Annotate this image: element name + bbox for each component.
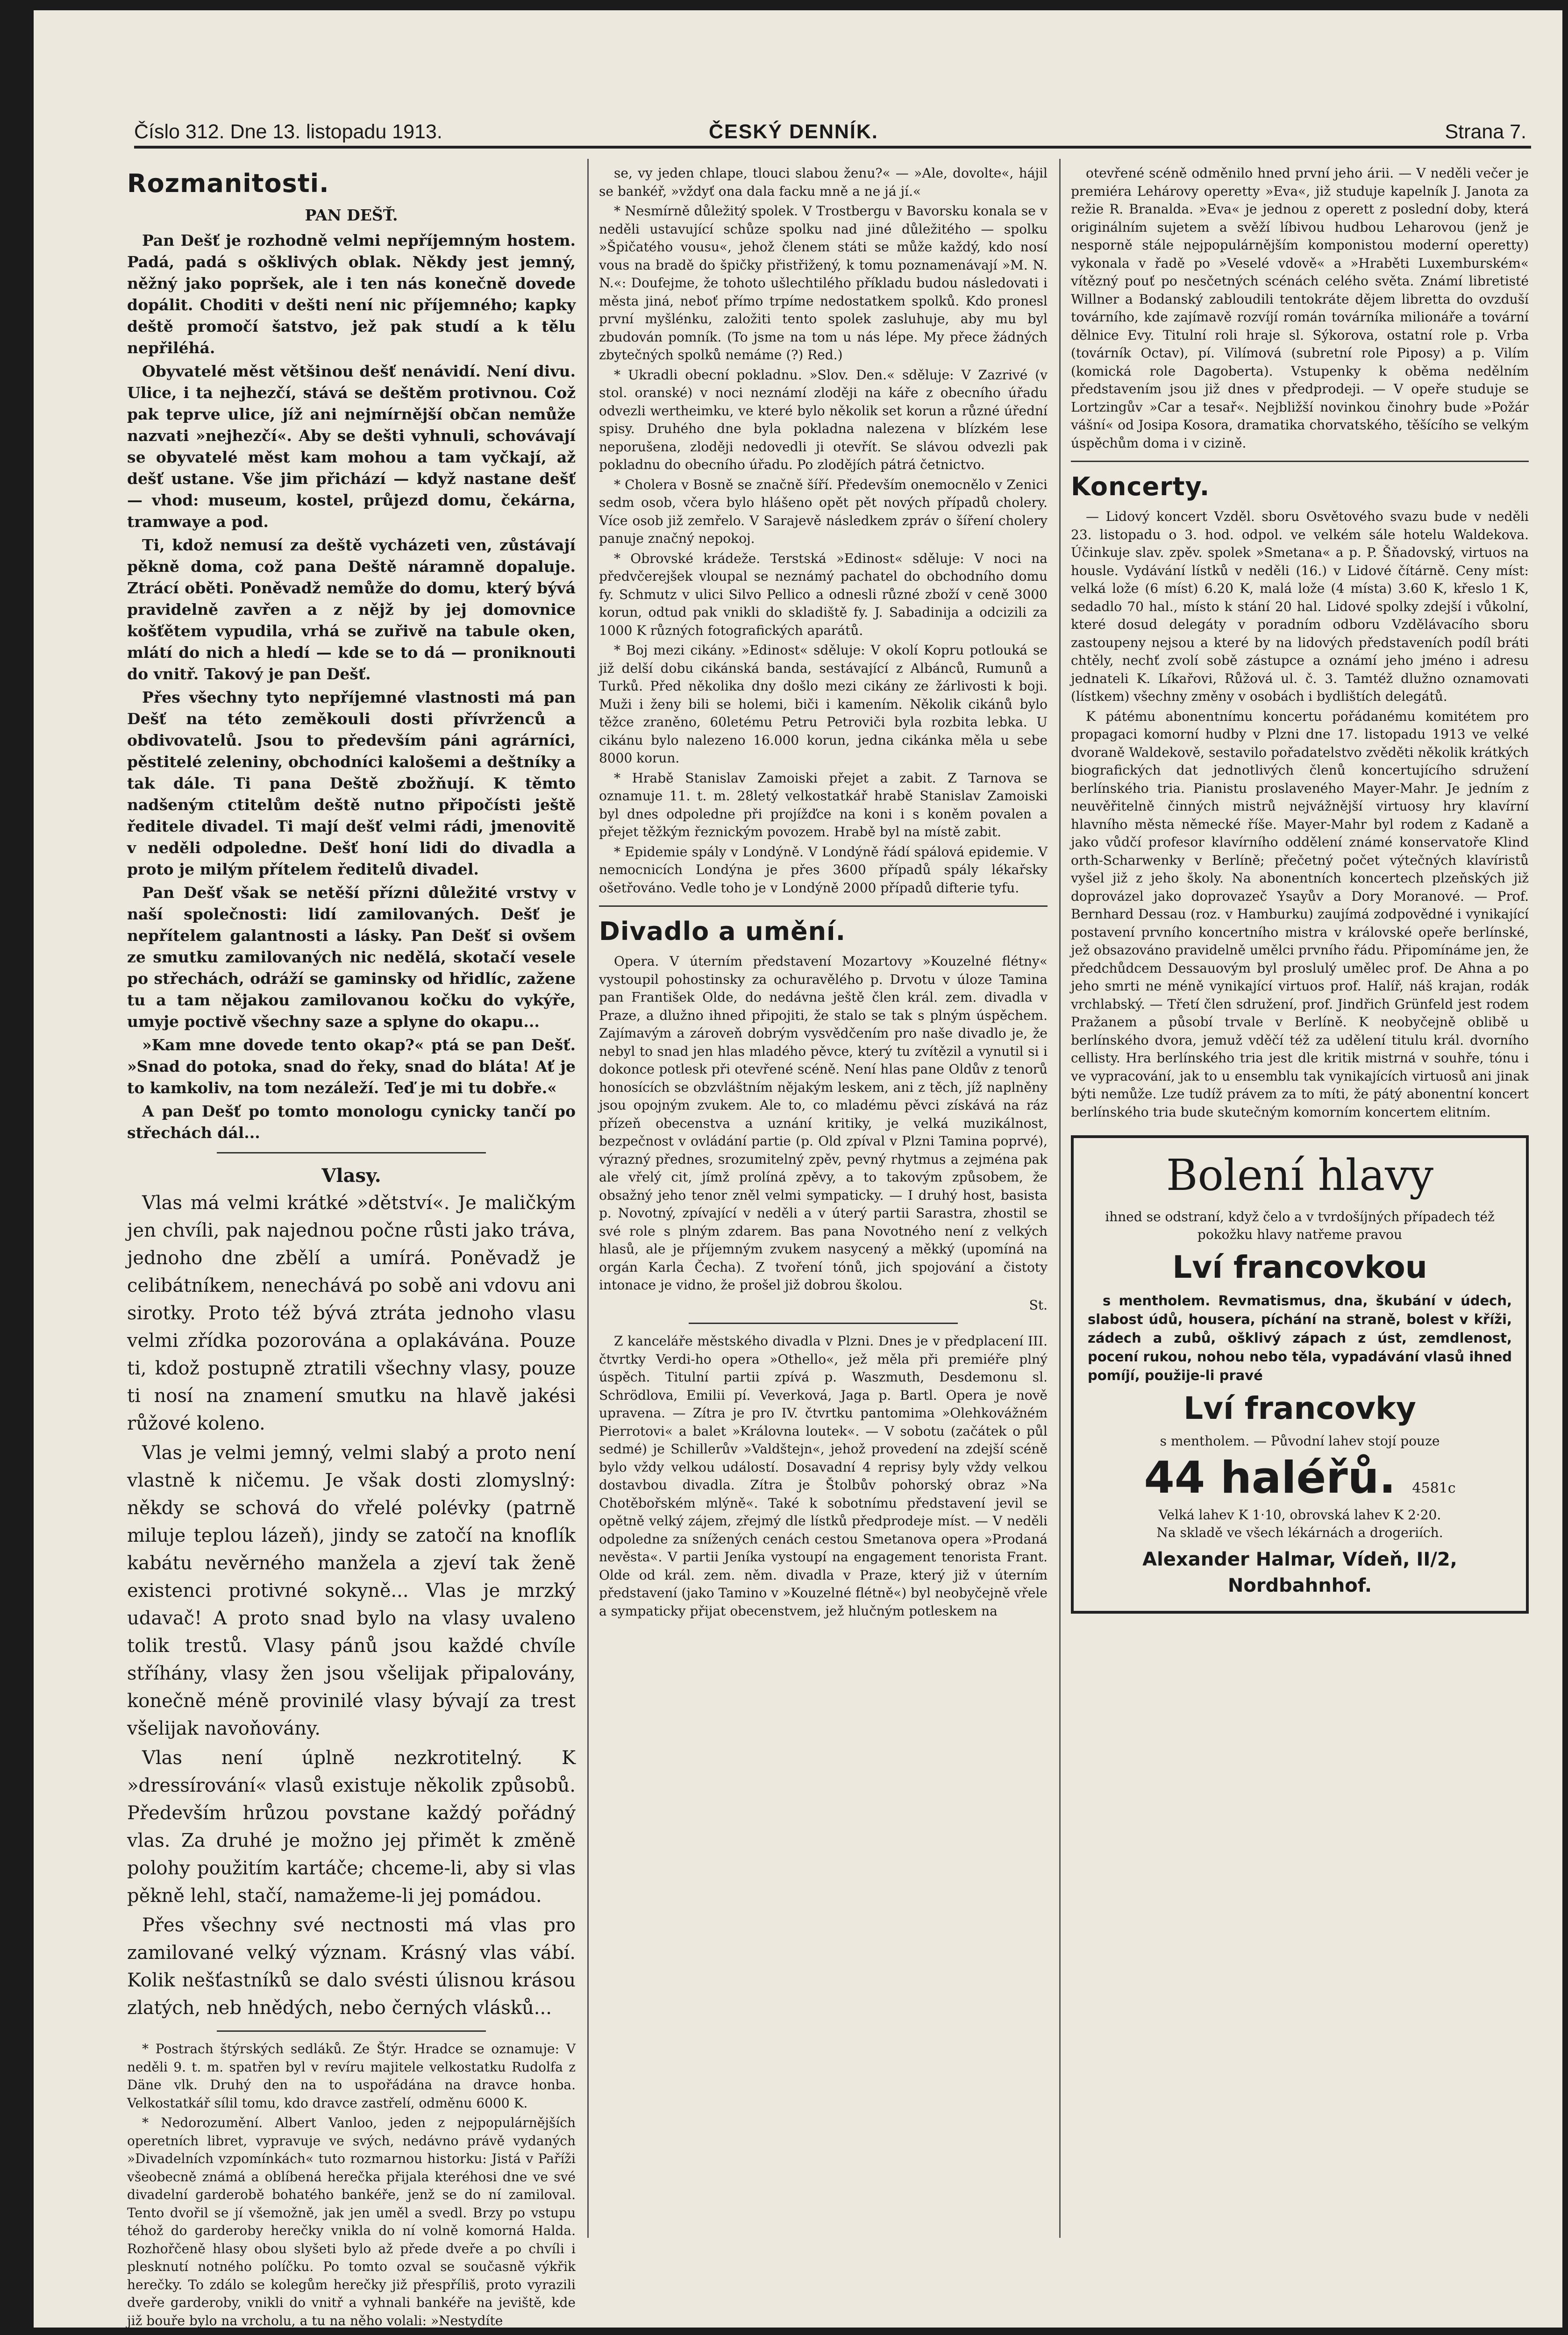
paragraph: Z kanceláře městského divadla v Plzni. Dnes je v předplacení III. čtvrtky Verdi-ho opera »Othello«, jež měla při premiéře plný úspěch. Titulní partii zpívá p. Waszmuth, Desdemonu sl. Schrödlova, Emilii pí. Veverková, Jaga p. Bartl. Opera je nově upravena. — Zítra je pro IV. čtvrtku pantomima »Olehkovážném Pierrotovi« a balet »Královna loutek«. — V sobotu (začátek o půl sedmé) je Schillerův »Valdštejn«, jehož provedení na zdejší scéně bylo vždy velkou událostí. Dosavadní 4 reprisy byly vždy velkou dostavbou divadla. Zítra je Štolbův pohorský obraz »Na Chotěbořském mlýně«. Také k sobotnímu představení jevil se opětně velký zájem, zřejmý dle lístků předprodeje míst. — V neděli odpoledne za snížených cenách cestou Smetanova opera »Prodaná nevěsta«. V partii Jeníka vystoupí na engagement tenorista Frant. Olde od král. zem. něm. divadla v Praze, který již v úterním představení (jako Tamino v »Kouzelné flétně«) byl neobyčejně vřele a sympaticky přijat obecenstvem, jež hlučným potleskem na <box>599 1333 1048 1619</box>
ad-text: ihned se odstraní, když čelo a v tvrdošíjných případech též pokožku hlavy natřeme pravou <box>1105 1209 1495 1242</box>
paragraph: Opera. V úterním představení Mozartovy »Kouzelné flétny« vystoupil pohostinsky za ochuravělého p. Drvotu v úloze Tamina pan František Olde, do nedávna ještě člen král. zem. divadla v Praze, a dlužno ihned připojiti, že stalo se tak s plným úspěchem. Zajímavým a zároveň dobrým vysvědčením pro naše divadlo je, že nebyl to snad jen hlas mladého pěvce, který tu zvítězil a vynutil si i dokonce potlesk při otevřené scéně. Není hlas pane Oldův z tenorů honosících se obzvláštním nějakým leskem, ani z těch, jíž naplněny jsou opojným zvukem. Ale to, co mladému pěvci získává na ráz přízeň obecenstva a uznání kritiky, je velká muzikálnost, bezpečnost v ovládání partie (p. Old zpíval v Plzni Tamina poprvé), výrazný přednes, srozumitelný zpěv, pevný rhytmus a zejména pak ale vřelý cit, jímž prolíná zpěvy, a to takovým způsobem, že obsažný jeho tenor zněl velmi sympaticky. — I druhý host, basista p. Novotný, zpívající v neděli a v úterý partii Sarastra, zhostil se své role s plným zdarem. Bas pana Novotného není z velkých hlasů, ale je příjemným zvukem nasycený a měkký (upomíná na orgán Karla Čecha). Z tvoření tónů, jich spojování a čistoty intonace je vidno, že prošel již dobrou školou. <box>599 954 1048 1293</box>
news-item: * Ukradli obecní pokladnu. »Slov. Den.« sděluje: V Zazrivé (v stol. oranské) v noci neznámí zloději na káře z obecního úřadu odvezli wertheimku, ve které bylo několik set korun a různé úřední spisy. Druhého dne byla pokladna nalezena v blízkém lese neporušena, zloději nedovedli ji otevřít. Se slávou odvezli pak pokladnu do obecního úřadu. Po zlodějích pátrá četnictvo. <box>599 367 1048 472</box>
column-1 <box>127 164 576 2328</box>
news-item: * Cholera v Bosně se značně šíří. Především onemocnělo v Zenici sedm osob, včera bylo hlášeno opět pět nových případů cholery. Více osob již zemřelo. V Sarajevě následkem zpráv o šíření cholery panuje značný nepokoj. <box>599 477 1048 546</box>
column-rule <box>587 159 589 2238</box>
news-item: * Postrach štýrských sedláků. Ze Štýr. Hradce se oznamuje: V neděli 9. t. m. spatřen byl v revíru majitele velkostatku Rudolfa z Däne vlk. Druhý den na to uspořádána na dravce honba. Velkostatkář sílil tomu, kdo dravce zastřelí, odměnu 6000 K. <box>127 2041 576 2111</box>
paragraph: Přes všechny tyto nepříjemné vlastnosti má pan Dešť na této zeměkouli dosti přívrženců a obdivovatelů. Jsou to především páni agrárníci, pěstitelé zeleniny, obchodníci kalošemi a deštníky a tak dále. Ti pana Deště zbožňují. K těmto nadšeným ctitelům deště nutno připočísti ještě ředitele divadel. Ti mají dešť velmi rádi, jmenovitě v neděli odpoledne. Dešť honí lidi do divadla a proto je milým přítelem ředitelů divadel. <box>127 688 576 878</box>
paragraph: Pan Dešť je rozhodně velmi nepříjemným hostem. Padá, padá s ošklivých oblak. Někdy jest jemný, něžný jako popršek, ale i ten nás konečně dovede dopálit. Choditi v dešti není nic příjemného; kapky deště promočí šatstvo, jež pak studí a k tělu nepřiléhá. <box>127 231 576 357</box>
page-number: Strana 7. <box>1445 121 1526 143</box>
ad-brand: Lví francovky <box>1183 1390 1416 1426</box>
section-heading-koncerty: Koncerty. <box>1071 472 1210 501</box>
news-item: * Nedorozumění. Albert Vanloo, jeden z nejpopulárnějších operetních libret, vypravuje ve svých, nedávno právě vydaných »Divadelních vzpomínkách« tuto rozmarnou historku: Jistá v Paříži všeobecně známá a oblíbená herečka přijala kteréhosi dne ve své divadelní garderobě bohatého bankéře, jenž se do ní zamiloval. Tento dvořil se jí všemožně, jak jen uměl a svedl. Brzy po vstupu téhož do garderoby herečky vnikla do ní volně komorná Halda. Rozhořčeně hlasy obou slyšeti bylo až přede dveře a po chvíli i plesknutí notného políčku. Po tomto ozval se současně výkřik herečky. To zdálo se kolegům herečky již přespříliš, proto vyrazili dveře garderoby, vnikli do vnitř a vyhnali bankéře na jeviště, kde již bouře bylo na vrcholu, a tu na něho volali: »Nestydíte <box>127 2115 576 2328</box>
article-title-vlasy: Vlasy. <box>321 1165 381 1187</box>
ad-text: Velká lahev K 1·10, obrovská lahev K 2·20. <box>1158 1507 1441 1523</box>
paragraph: Vlas má velmi krátké »dětství«. Je maličkým jen chvíli, pak najednou počne růsti jako tráva, jednoho dne zbělí a umírá. Poněvadž je celibátníkem, nenechává po sobě ani vdovu ani sirotky. Proto též bývá ztráta jednoho vlasu velmi zřídka pozorována a oplakávána. Pouze ti, kdož postupně ztratili všechny vlasy, pouze ti nosí na znamení smutku na hlavě jakési růžové koleno. <box>127 1192 576 1434</box>
divider <box>217 2030 486 2032</box>
ad-code: 4581c <box>1412 1480 1456 1496</box>
ad-text: Na skladě ve všech lékárnách a drogeriích. <box>1156 1525 1443 1540</box>
ad-heading: Bolení hlavy <box>1166 1150 1434 1200</box>
newspaper-title: ČESKÝ DENNÍK. <box>709 121 878 143</box>
paragraph: A pan Dešť po tomto monologu cynicky tančí po střechách dál... <box>127 1102 576 1142</box>
divider <box>689 1323 958 1324</box>
issue-date: Číslo 312. Dne 13. listopadu 1913. <box>134 121 442 143</box>
paragraph: otevřené scéně odměnilo hned první jeho árii. — V neděli večer je premiéra Lehárovy operetty »Eva«, již studuje kapelník J. Janota za režie R. Branalda. »Eva« je jednou z operett z poslední doby, která originálním sujetem a svěží líbivou hudbou Leharovou (jenž je nesporně stále nejpopulárnějším komponistou moderní operetty) vykonala v řadě po »Veselé vdově« a »Hraběti Luxemburském« vítězný pouť po nesčetných scénách celého světa. Známí libretisté Willner a Bodanský zabloudili tentokráte dějem libretta do ovzduší továrního, kde zajímavě rozvíjí román továrníka milionáře a tovární dělnice Evy. Titulní roli hraje sl. Sýkorova, ostatní role p. Vrba (továrník Octav), pí. Vilímová (subretní role Piposy) a p. Vilím (komická role Dagoberta). Vstupenky k oběma nedělním představením jsou již dnes v předprodeji. — V opeře studuje se Lortzingův »Car a tesař«. Nejbližší novinkou činohry bude »Požár vášní« od Josipa Kosora, dramatika chorvatského, těšícího se velkým úspěchům doma i v cizině. <box>1071 165 1529 451</box>
paragraph: Pan Dešť však se netěší přízni důležité vrstvy v naší společnosti: lidí zamilovaných. Dešť je nepřítelem galantnosti a lásky. Pan Dešť si ovšem ze smutku zamilovaných nic nedělá, skotačí vesele po střechách, odráží se gaminsky od hřidlíc, zažene tu a tam nějakou zamilovanou kočku do vykýře, umyje poctivě všechny saze a splyne do okapu... <box>127 883 576 1031</box>
news-item: * Boj mezi cikány. »Edinost« sděluje: V okolí Kopru potlouká se již delší dobu cikánská banda, sestávající z Albánců, Rumunů a Turků. Před několika dny došlo mezi cikány ze žárlivosti k boji. Muži i ženy bili se holemi, biči i kamením. Několik cikánů bylo těžce zraněno, 60letému Petru Petroviči byla rozbita lebka. U cikánu bylo nalezeno 16.000 korun, jedna cikánka měla u sebe 8000 korun. <box>599 642 1048 766</box>
paragraph: — Lidový koncert Vzděl. sboru Osvětového svazu bude v neděli 23. listopadu o 3. hod. odpol. ve velkém sále hotelu Waldekova. Účinkuje slav. zpěv. spolek »Smetana« a p. P. Šňadovský, virtuos na housle. Vydávání lístků v neděli (16.) v Lidové čítárně. Ceny míst: velká lože (6 míst) 6.20 K, malá lože (4 místa) 3.60 K, křeslo 1 K, sedadlo 70 hal., místo k stání 20 hal. Lidové spolky zdejší i vůkolní, které dosud delegáty v poradním odboru Vzdělávacího sboru zastoupeny nejsou a které by na lidových představeních podíl bráti chtěly, nechť zvolí sobě zástupce a oznámí jeho jméno i adresu jednateli K. Líkařovi, Růžová ul. č. 3. Tamtéž dlužno oznamovati (lístkem) všechny změny v osobách i bydlištích delegátů. <box>1071 509 1529 704</box>
author-signature: St. <box>1029 1297 1048 1313</box>
paragraph: Obyvatelé měst většinou dešť nenávidí. Není divu. Ulice, i ta nejhezčí, stává se deštěm protivnou. Což pak teprve ulice, jíž ani nejmírnější občan nemůže nazvati »nejhezčí«. Aby se dešti vyhnuli, schovávají se obyvatelé měst kam mohou a tam vyčkají, až dešť ustane. Vše jim přichází — když nastane dešť — vhod: museum, kostel, průjezd domu, čekárna, tramwaye a pod. <box>127 362 576 531</box>
divider <box>217 1152 486 1153</box>
ad-description: s mentholem. Revmatismus, dna, škubání v údech, slabost údů, housera, píchání na straně, bolest v kříži, zádech a zubů, ošklivý zápach z úst, zemdlenost, pocení rukou, nohou nebo těla, vypadávání vlasů ihned pomíjí, použije-li pravé <box>1088 1293 1512 1383</box>
paragraph: Vlas není úplně nezkrotitelný. K »dressírování« vlasů existuje několik způsobů. Především hrůzou povstane každý pořádný vlas. Za druhé je možno jej přimět k změně polohy použitím kartáče; chceme-li, aby si vlas pěkně lehl, stačí, namažeme-li jej pomádou. <box>127 1747 576 1907</box>
paragraph: Vlas je velmi jemný, velmi slabý a proto není vlastně k ničemu. Je však dosti zlomyslný: někdy se schová do vřelé polévky (patrně miluje teplou lázeň), jindy se zatočí na knoflík kabátu nevěrného manžela a zjeví tak ženě existenci protivné sokyně... Vlas je mrzký udavač! A proto snad bylo na vlasy uvaleno tolik trestů. Vlasy pánů jsou každé chvíle stříhány, vlasy žen jsou všelijak připalovány, konečně méně provinilé vlasy bývají za trest všelijak navoňovány. <box>127 1442 576 1739</box>
news-item: * Hrabě Stanislav Zamoiski přejet a zabit. Z Tarnova se oznamuje 11. t. m. 28letý velkostatkář hrabě Stanislav Zamoiski byl dnes odpoledne při projížďce na koni i s koněm povalen a přejet těžkým řeznickým povozem. Hrabě byl na místě zabit. <box>599 770 1048 840</box>
newspaper-page <box>34 10 1562 2328</box>
ad-brand: Lví francovkou <box>1172 1249 1427 1285</box>
paragraph: Ti, kdož nemusí za deště vycházeti ven, zůstávají pěkně doma, což pana Deště náramně dopaluje. Ztrácí oběti. Poněvadž nemůže do domu, který bývá pravidelně zavřen a z nějž by jej domovnice košťětem vypudila, vrhá se zuřivě na tabule oken, mlátí do nich a hledí — kde se to dá — proniknouti do vnitř. Takový je pan Dešť. <box>127 536 576 683</box>
advertisement <box>1071 1135 1529 1614</box>
paragraph: »Kam mne dovede tento okap?« ptá se pan Dešť. »Snad do potoka, snad do řeky, snad do bláta! Ať je to kamkoliv, na tom nezáleží. Teď je mi tu dobře.« <box>127 1036 576 1097</box>
ad-address: Alexander Halmar, Vídeň, II/2, Nordbahnhof. <box>1142 1549 1457 1596</box>
news-item: * Epidemie spály v Londýně. V Londýně řádí spálová epidemie. V nemocnicích Londýna je přes 3600 případů spály lékařsky ošetřováno. Vedle toho je v Londýně 2000 případů difterie tyfu. <box>599 844 1048 896</box>
news-item: se, vy jeden chlape, tlouci slabou ženu?« — »Ale, dovolte«, hájil se bankéř, »vždyť ona dala facku mně a ne já jí.« <box>599 165 1048 199</box>
ad-text: s mentholem. — Původní lahev stojí pouze <box>1160 1433 1440 1449</box>
divider <box>599 905 1048 907</box>
divider <box>1071 461 1529 462</box>
article-title-pan-dest: PAN DEŠŤ. <box>305 206 398 224</box>
column-rule <box>1059 159 1061 2238</box>
news-item: * Nesmírně důležitý spolek. V Trostbergu v Bavorsku konala se v neděli ustavující schůze spolku nad jiné důležitého — spolku »Špičatého vousu«, jehož členem státi se může každý, kdo nosí vous na bradě do špičky přistřižený, k tomu poznamenávají »M. N. N.«: Doufejme, že tohoto ušlechtilého příkladu budou následovati i města jiná, neboť přímo trpíme nedostatkem spolků. Kdo pronesl první myšlénku, založiti tento spolek zasluhuje, aby mu byl zbudován pomník. (To jsme na tom u nás lépe. My přece žádných zbytečných spolků nemáme (?) Red.) <box>599 203 1048 363</box>
paragraph: K pátému abonentnímu koncertu pořádanému komitétem pro propagaci komorní hudby v Plzni dne 17. listopadu 1913 ve velké dvoraně Waldekově, sestavilo pořadatelstvo zvěděti několik krátkých biografických dat jednotlivých členů koncertujícího sdružení berlínského tria. Pianistu proslaveného Mayer-Mahr. Je jedním z neuvěřitelně činných mistrů nejvážnější virtuosy hry klavírní hlavního města německé říše. Mayer-Mahr byl rodem z Kadaně a jako vůdčí profesor klavírního oddělení známé konservatoře Klind orth-Scharwenky v Berlíně; přečetný počet výtečných klavíristů vyšel již z jeho školy. Na abonentních koncertech plzeňských již doprovázel jako doprovazeč Ysayův a Dory Moranové. — Prof. Bernhard Dessau (roz. v Hamburku) zaujímá zodpovědné i vynikající postavení prvního koncertního mistra v královské opeře berlínské, jež obsazováno pravidelně umělci prvního řádu. Připomínáme jen, že předchůdcem Dessauovým byl proslulý umělec prof. De Ahna a po jeho smrti ne méně vynikající virtuos prof. Halíř, náš krajan, rodák vrchlabský. — Třetí člen sdružení, prof. Jindřich Grünfeld jest rodem Pražanem a působí trvale v Berlíně. K neobyčejně oblibě u berlínského dvora, jemuž vděčí též za udělení titulu král. dvorního cellisty. Hra berlínského tria jest dle kritik mistrná v souhře, tónu i ve vypracování, jak to u ensemblu tak vynikajících virtuosů ani jinak býti nemůže. Lze tudíž právem za to míti, že pátý abonentní koncert berlínského tria bude skutečným komorním koncertem elitním. <box>1071 708 1529 1120</box>
page-header <box>134 118 1531 149</box>
paragraph: Přes všechny své nectnosti má vlas pro zamilované velký význam. Krásný vlas vábí. Kolik nešťastníků se dalo svésti úlisnou krásou zlatých, neb hnědých, nebo černých vlásků... <box>127 1915 576 2019</box>
column-3 <box>1071 164 1529 2267</box>
column-2 <box>599 164 1048 2267</box>
section-heading-rozmanitosti: Rozmanitosti. <box>127 169 329 198</box>
ad-price: 44 haléřů. <box>1144 1452 1396 1503</box>
section-heading-divadlo: Divadlo a umění. <box>599 917 846 946</box>
news-item: * Obrovské krádeže. Terstská »Edinost« sděluje: V noci na předvčerejšek vloupal se neznámý pachatel do obchodního domu fy. Schmutz v ulici Silvo Pellico a odnesli různé zboží v ceně 3000 korun, odtud pak vnikli do skladiště fy. J. Sabadinija a odcizili za 1000 K různých fotografických aparátů. <box>599 550 1048 638</box>
